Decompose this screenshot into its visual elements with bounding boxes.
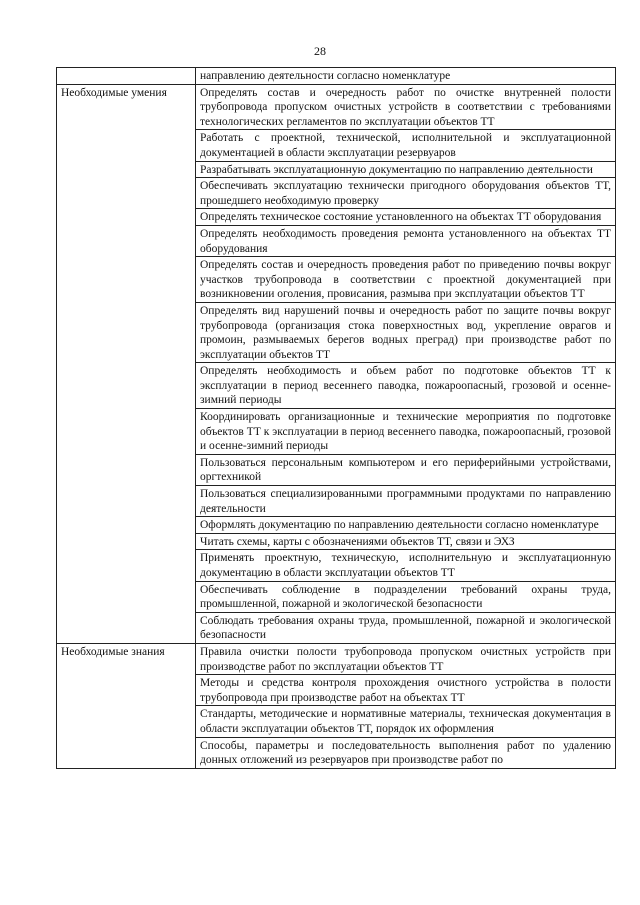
competency-table <box>56 67 616 769</box>
requirement-item: Определять необходимость проведения ремонта установленного на объектах ТТ оборудования <box>196 225 616 256</box>
requirement-item: Координировать организационные и технические мероприятия по подготовке объектов ТТ к эксплуатации в период весеннего паводка, пожароопасный, грозовой и осенне-зимний периоды <box>196 409 616 455</box>
requirement-item: Работать с проектной, технической, исполнительной и эксплуатационной документацией в области эксплуатации резервуаров <box>196 130 616 161</box>
requirement-item: Применять проектную, техническую, исполнительную и эксплуатационную документацию в области эксплуатации объектов ТТ <box>196 550 616 581</box>
section-label <box>57 68 196 85</box>
requirement-item: Правила очистки полости трубопровода пропуском очистных устройств при производстве работ по эксплуатации объектов ТТ <box>196 643 616 674</box>
requirement-item: Пользоваться персональным компьютером и его периферийными устройствами, оргтехникой <box>196 454 616 485</box>
requirement-item: Читать схемы, карты с обозначениями объектов ТТ, связи и ЭХЗ <box>196 533 616 550</box>
requirement-item: Оформлять документацию по направлению деятельности согласно номенклатуре <box>196 517 616 534</box>
page-number: 28 <box>314 44 326 58</box>
requirement-item: направлению деятельности согласно номенклатуре <box>196 68 616 85</box>
requirement-item: Определять техническое состояние установленного на объектах ТТ оборудования <box>196 209 616 226</box>
table-body <box>57 68 616 769</box>
requirement-item: Разрабатывать эксплуатационную документацию по направлению деятельности <box>196 161 616 178</box>
requirement-item: Обеспечивать соблюдение в подразделении требований охраны труда, промышленной, пожарной и экологической безопасности <box>196 581 616 612</box>
requirement-item: Методы и средства контроля прохождения очистного устройства в полости трубопровода при производстве работ на объектах ТТ <box>196 675 616 706</box>
section-label: Необходимые знания <box>57 643 196 768</box>
table-row <box>57 84 616 130</box>
requirement-item: Определять вид нарушений почвы и очередность работ по защите почвы вокруг трубопровода (организация стока поверхностных вод, укрепление оврагов и промоин, размываемых берегов водных преград) при производстве работ по эксплуатации объектов ТТ <box>196 302 616 362</box>
requirement-item: Соблюдать требования охраны труда, промышленной, пожарной и экологической безопасности <box>196 612 616 643</box>
table-row <box>57 643 616 674</box>
requirement-item: Стандарты, методические и нормативные материалы, техническая документация в области эксплуатации объектов ТТ, порядок их оформления <box>196 706 616 737</box>
table-row <box>57 68 616 85</box>
requirement-item: Способы, параметры и последовательность выполнения работ по удалению донных отложений из резервуаров при производстве работ по <box>196 737 616 768</box>
requirement-item: Определять необходимость и объем работ по подготовке объектов ТТ к эксплуатации в период весеннего паводка, пожароопасный, грозовой и осенне-зимний периоды <box>196 363 616 409</box>
section-label: Необходимые умения <box>57 84 196 643</box>
requirement-item: Пользоваться специализированными программными продуктами по направлению деятельности <box>196 486 616 517</box>
requirement-item: Определять состав и очередность проведения работ по приведению почвы вокруг участков трубопровода в соответствии с проектной документацией при возникновении оголения, провисания, размыва при эксплуатации объектов ТТ <box>196 257 616 303</box>
requirement-item: Обеспечивать эксплуатацию технически пригодного оборудования объектов ТТ, прошедшего необходимую проверку <box>196 178 616 209</box>
requirement-item: Определять состав и очередность работ по очистке внутренней полости трубопровода пропуском очистных устройств в соответствии с требованиями технологических регламентов по эксплуатации объектов ТТ <box>196 84 616 130</box>
